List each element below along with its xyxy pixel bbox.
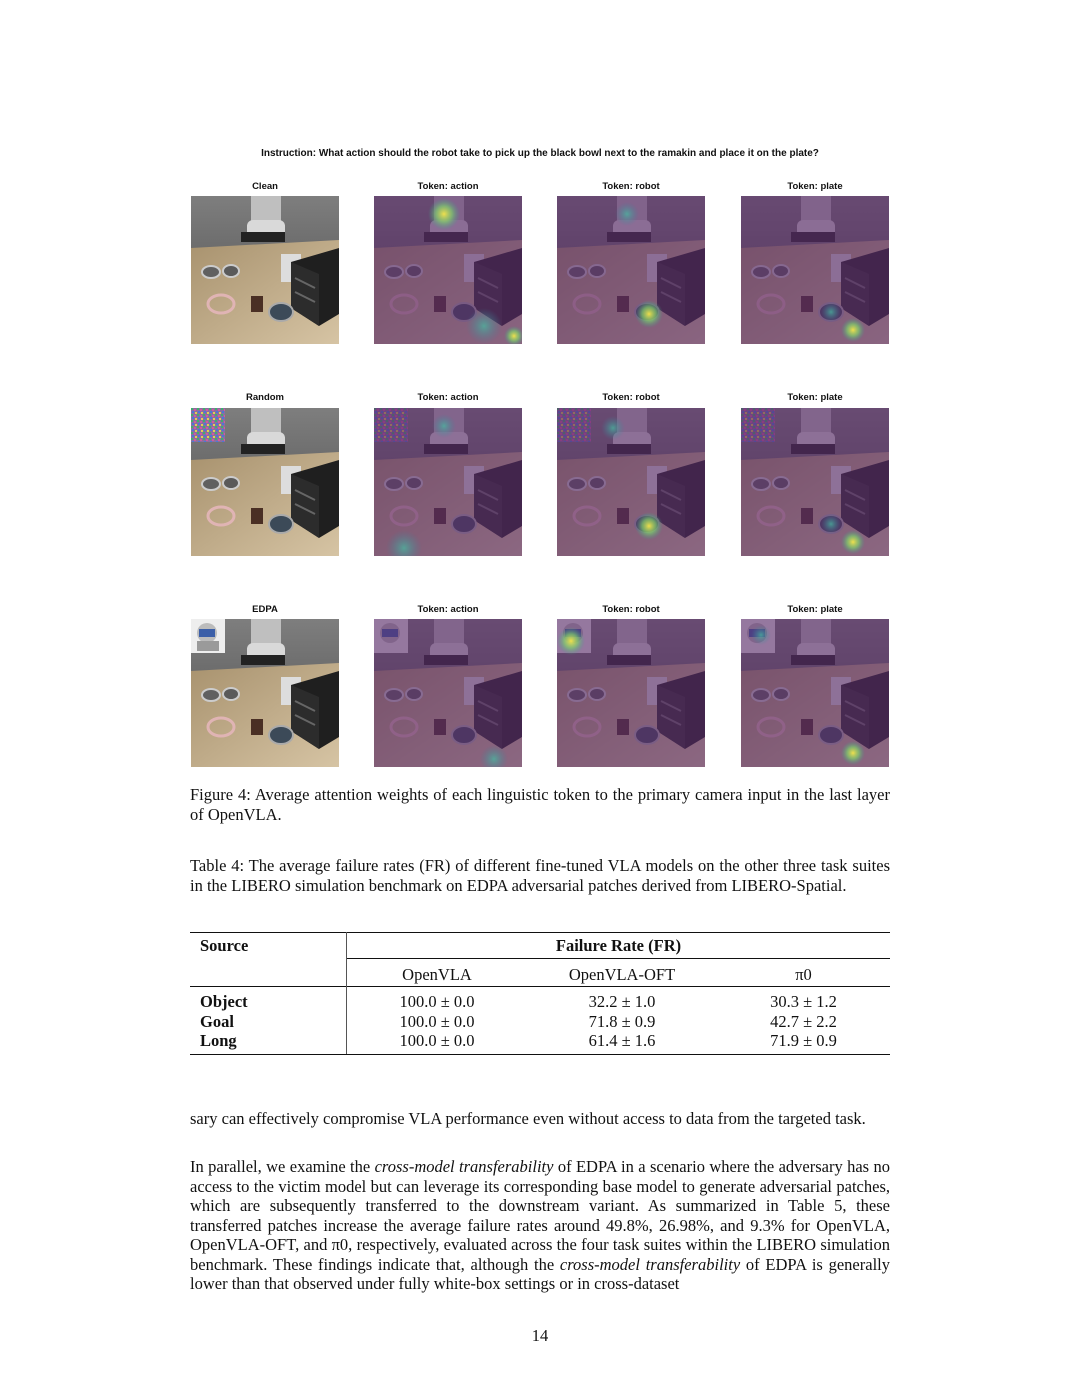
table-cell: 71.8 ± 0.9	[588, 1011, 656, 1031]
table-cell: 30.3 ± 1.2	[717, 987, 890, 1012]
image-random-patch	[191, 408, 339, 556]
attention-map-robot	[557, 196, 705, 344]
label-token-plate: Token: plate	[787, 181, 843, 192]
emphasis: cross-model transferability	[374, 1157, 554, 1176]
label-token-robot: Token: robot	[602, 604, 660, 615]
table-cell: 42.7 ± 2.2	[770, 1011, 837, 1031]
label-clean: Clean	[252, 181, 278, 192]
table-cell: 32.2 ± 1.0	[527, 987, 717, 1012]
header-failure-rate: Failure Rate (FR)	[347, 933, 891, 959]
label-token-action: Token: action	[417, 392, 479, 403]
figure-caption: Figure 4: Average attention weights of each linguistic token to the primary camera input in the last layer of OpenVLA.	[190, 785, 890, 824]
results-table	[190, 932, 890, 1055]
table-cell: 61.4 ± 1.6	[527, 1031, 717, 1054]
table-cell: 100.0 ± 0.0	[347, 1031, 528, 1054]
emphasis: cross-model transferability	[559, 1254, 741, 1274]
attention-map-action	[374, 408, 522, 556]
attention-map-robot	[557, 408, 705, 556]
attention-map-plate	[741, 619, 889, 767]
image-clean	[191, 196, 339, 344]
table-cell: 100.0 ± 0.0	[399, 1011, 475, 1031]
table-row	[190, 1031, 890, 1054]
attention-map-plate	[741, 196, 889, 344]
label-token-robot: Token: robot	[602, 392, 660, 403]
paragraph	[190, 1157, 890, 1294]
header-source: Source	[190, 933, 347, 959]
row-source: Goal	[190, 1012, 347, 1032]
col-openvla: OpenVLA	[347, 958, 528, 987]
text-run: In parallel, we examine the	[190, 1157, 375, 1176]
attention-map-action	[374, 619, 522, 767]
text-run: of EDPA is generally lower than that observed under fully white-box settings or in cross-dataset	[190, 1254, 890, 1293]
label-random: Random	[246, 392, 284, 403]
table-header-row	[190, 933, 890, 959]
label-token-robot: Token: robot	[602, 181, 660, 192]
table-row	[190, 987, 890, 1012]
attention-map-action	[374, 196, 522, 344]
label-token-action: Token: action	[417, 604, 479, 615]
text-run: of EDPA in a scenario where the adversary has no access to the victim model but can leverage its corresponding base model to generate adversarial patches, which are subsequently transferred to the downstream variant. As summarized in Table 5, these transferred patches increase the average failure rates around 49.8%, 26.98%, and 9.3% for OpenVLA, OpenVLA-OFT, and π0, respectively, evaluated across the four task suites within the LIBERO simulation benchmark. These findings indicate that, although the	[190, 1157, 890, 1274]
col-openvla-oft: OpenVLA-OFT	[527, 958, 717, 987]
label-edpa: EDPA	[252, 604, 278, 615]
table-cell: 100.0 ± 0.0	[347, 987, 528, 1012]
row-source: Long	[190, 1031, 347, 1054]
col-pi0: π0	[717, 958, 890, 987]
attention-map-robot	[557, 619, 705, 767]
figure-instruction: Instruction: What action should the robot take to pick up the black bowl next to the ramakin and place it on the plate?	[261, 148, 819, 159]
table-row	[190, 1012, 890, 1032]
label-token-plate: Token: plate	[787, 604, 843, 615]
attention-map-plate	[741, 408, 889, 556]
page-number: 14	[531, 1326, 549, 1345]
paragraph: sary can effectively compromise VLA performance even without access to data from the targeted task.	[190, 1109, 866, 1128]
table-caption: Table 4: The average failure rates (FR) of different fine-tuned VLA models on the other three task suites in the LIBERO simulation benchmark on EDPA adversarial patches derived from LIBERO-Spatial.	[190, 856, 890, 895]
row-source: Object	[190, 987, 347, 1012]
image-edpa-patch	[191, 619, 339, 767]
label-token-action: Token: action	[417, 181, 479, 192]
table-subheader-row	[190, 958, 890, 987]
table-cell: 71.9 ± 0.9	[717, 1031, 890, 1054]
label-token-plate: Token: plate	[787, 392, 843, 403]
